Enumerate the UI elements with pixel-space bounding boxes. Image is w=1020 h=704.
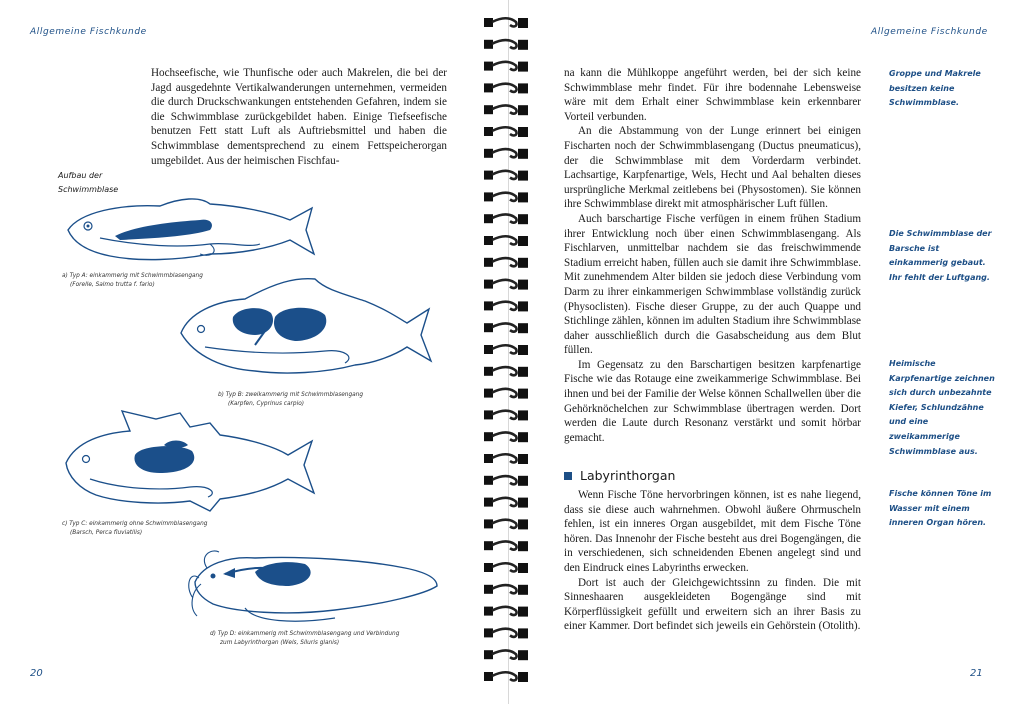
right-paragraph-3: Auch barschartige Fische verfügen in einem frühen Stadium ihrer Entwicklung noch über einen Schwimmblasengang. Als Fischlarven, unmittelbar nachdem sie das freischwimmende Stadium erreicht haben, füllen auch sie damit ihre Schwimmblase. Mit zunehmendem Alter bilden sie jedoch diese Verbindung vom Darm zu ihrer einkammerigen Schwimmblase vollständig zurück (Physoclisten). Fische dieser Gruppe, zu der auch Quappe und Stichlinge zählen, können im adulten Stadium ihre Schwimmblase daher ausschließlich durch die Gasabscheidung aus dem Blut füllen. xyxy=(564,212,861,357)
binding-ring xyxy=(484,258,528,268)
figure-caption-d-line2: zum Labyrinthorgan (Wels, Siluris glanis) xyxy=(220,639,340,646)
binding-ring xyxy=(484,62,528,72)
binding-ring xyxy=(484,105,528,115)
binding-ring xyxy=(484,607,528,617)
binding-ring xyxy=(484,301,528,311)
right-main-text xyxy=(564,66,861,445)
binding-ring xyxy=(484,171,528,181)
running-head-left: Allgemeine Fischkunde xyxy=(30,27,147,37)
fish-illustration-perch xyxy=(60,405,320,515)
binding-ring xyxy=(484,454,528,464)
binding-ring xyxy=(484,519,528,529)
figure-caption-a-line1: a) Typ A: einkammerig mit Schwimmblasengang xyxy=(62,273,203,279)
margin-note-1: Groppe und Makrele besitzen keine Schwimmblase. xyxy=(889,69,981,108)
binding-ring xyxy=(484,18,528,28)
section-text xyxy=(564,488,861,634)
fish-illustration-trout xyxy=(60,190,320,270)
figure-caption-b-line1: b) Typ B: zweikammerig mit Schwimmblasengang xyxy=(218,392,364,398)
margin-note-2: Die Schwimmblase der Barsche ist einkammerig gebaut. Ihr fehlt der Luftgang. xyxy=(889,229,992,282)
binding-ring xyxy=(484,650,528,660)
binding-ring xyxy=(484,410,528,420)
figure-caption-c-line1: c) Typ C: einkammerig ohne Schwimmblasengang xyxy=(62,521,208,527)
figure-caption-b-line2: (Karpfen, Cyprinus carpio) xyxy=(228,400,305,407)
binding-ring xyxy=(484,345,528,355)
binding-ring xyxy=(484,280,528,290)
binding-ring xyxy=(484,585,528,595)
section-paragraph-1: Wenn Fische Töne hervorbringen können, ist es nahe liegend, dass sie diese auch wahrnehmen. Obwohl äußere Ohrmuscheln fehlen, ist ein inneres Organ ausgebildet, mit dem Fische Töne hören. Das Innenohr der Fische besteht aus drei Bogengängen, die in verschiedenen, sich schneidenden Ebenen angelegt sind und den Eindruck eines Labyrinths erwecken. xyxy=(564,489,861,574)
binding-ring xyxy=(484,541,528,551)
section-heading-text: Labyrinthorgan xyxy=(580,468,676,483)
binding-ring xyxy=(484,672,528,682)
left-paragraph xyxy=(151,66,447,168)
fish-illustration-carp xyxy=(175,275,435,385)
figure-caption-c-line2: (Barsch, Perca fluviatilis) xyxy=(70,529,143,536)
section-heading-bullet xyxy=(564,472,572,480)
section-paragraph-2: Dort ist auch der Gleichgewichtssinn zu finden. Die mit Sinneshaaren ausgekleideten Bogengänge sind mit Körperflüssigkeit gefüllt und erweitern sich an ihrer Basis zu einer Kammer. Dort befindet sich jeweils ein Gehörstein (Otolith). xyxy=(564,576,861,633)
figure-caption-d-line1: d) Typ D: einkammerig mit Schwimmblasengang und Verbindung xyxy=(210,631,400,637)
binding-ring xyxy=(484,83,528,93)
binding-ring xyxy=(484,628,528,638)
page-number-right: 21 xyxy=(970,668,983,679)
right-paragraph-2: An die Abstammung von der Lunge erinnert bei einigen Fischarten noch der Schwimmblasengang (Ductus pneumaticus), der die Schwimmblase mit dem Vorderdarm verbindet. Lachsartige, Karpfenartige, Wels, Hecht und Aal behalten dieses ursprüngliche Merkmal zeitlebens bei (Physostomen). Sie können ihre Schwimmblase direkt mit atmosphärischer Luft füllen. xyxy=(564,125,861,211)
right-paragraph-4: Im Gegensatz zu den Barschartigen besitzen karpfenartige Fische wie das Rotauge eine zweikammerige Schwimmblase. Bei ihnen und bei der Familie der Welse können Schallwellen über die Gehörknöchelchen zur Schwimmblase übertragen werden. Dort werden die Laute durch Resonanz verstärkt und somit hörbar gemacht. xyxy=(564,358,861,444)
binding-ring xyxy=(484,192,528,202)
binding-ring xyxy=(484,236,528,246)
binding-ring xyxy=(484,498,528,508)
right-paragraph-1: na kann die Mühlkoppe angeführt werden, bei der sich keine Schwimmblase mehr findet. Für ihre bodennahe Lebensweise wäre mit dem Erhalt einer Schwimmblase kein erkennbarer Vorteil verbunden. xyxy=(564,67,861,123)
section-heading xyxy=(564,468,675,483)
binding-ring xyxy=(484,323,528,333)
figure-caption-c xyxy=(62,520,282,537)
binding-ring xyxy=(484,389,528,399)
running-head-right: Allgemeine Fischkunde xyxy=(871,27,988,37)
margin-note-3: Heimische Karpfenartige zeichnen sich durch unbezahnte Kiefer, Schlundzähne und eine zweikammerige Schwimmblase aus. xyxy=(889,359,995,456)
figure-side-caption: Aufbau der Schwimmblase xyxy=(58,171,119,194)
figure-caption-a-line2: (Forelle, Salmo trutta f. fario) xyxy=(70,281,155,288)
binding-ring xyxy=(484,149,528,159)
page-number-left: 20 xyxy=(30,668,43,679)
binding-ring xyxy=(484,432,528,442)
fish-illustration-catfish xyxy=(185,538,445,628)
figure-caption-d xyxy=(210,630,450,647)
left-page xyxy=(0,0,478,704)
binding-ring xyxy=(484,476,528,486)
binding-ring xyxy=(484,40,528,50)
binding-ring xyxy=(484,367,528,377)
binding-ring xyxy=(484,214,528,224)
binding-ring xyxy=(484,127,528,137)
spiral-binding xyxy=(480,0,538,704)
binding-ring xyxy=(484,563,528,573)
margin-note-4: Fische können Töne im Wasser mit einem inneren Organ hören. xyxy=(889,489,992,528)
left-paragraph-text: Hochseefische, wie Thunfische oder auch Makrelen, die bei der Jagd ausgedehnte Vertikalwanderungen unternehmen, vermeiden die durch Druckschwankungen entstehenden Gefahren, indem sie die Schwimmblase zurückgebildet haben. Einige Tiefseefische benutzen Fett statt Luft als Auftriebsmittel und haben die Schwimmblase dementsprechend zu einem Fettspeicherorgan umgebildet. Aus der heimischen Fischfau- xyxy=(151,67,447,167)
